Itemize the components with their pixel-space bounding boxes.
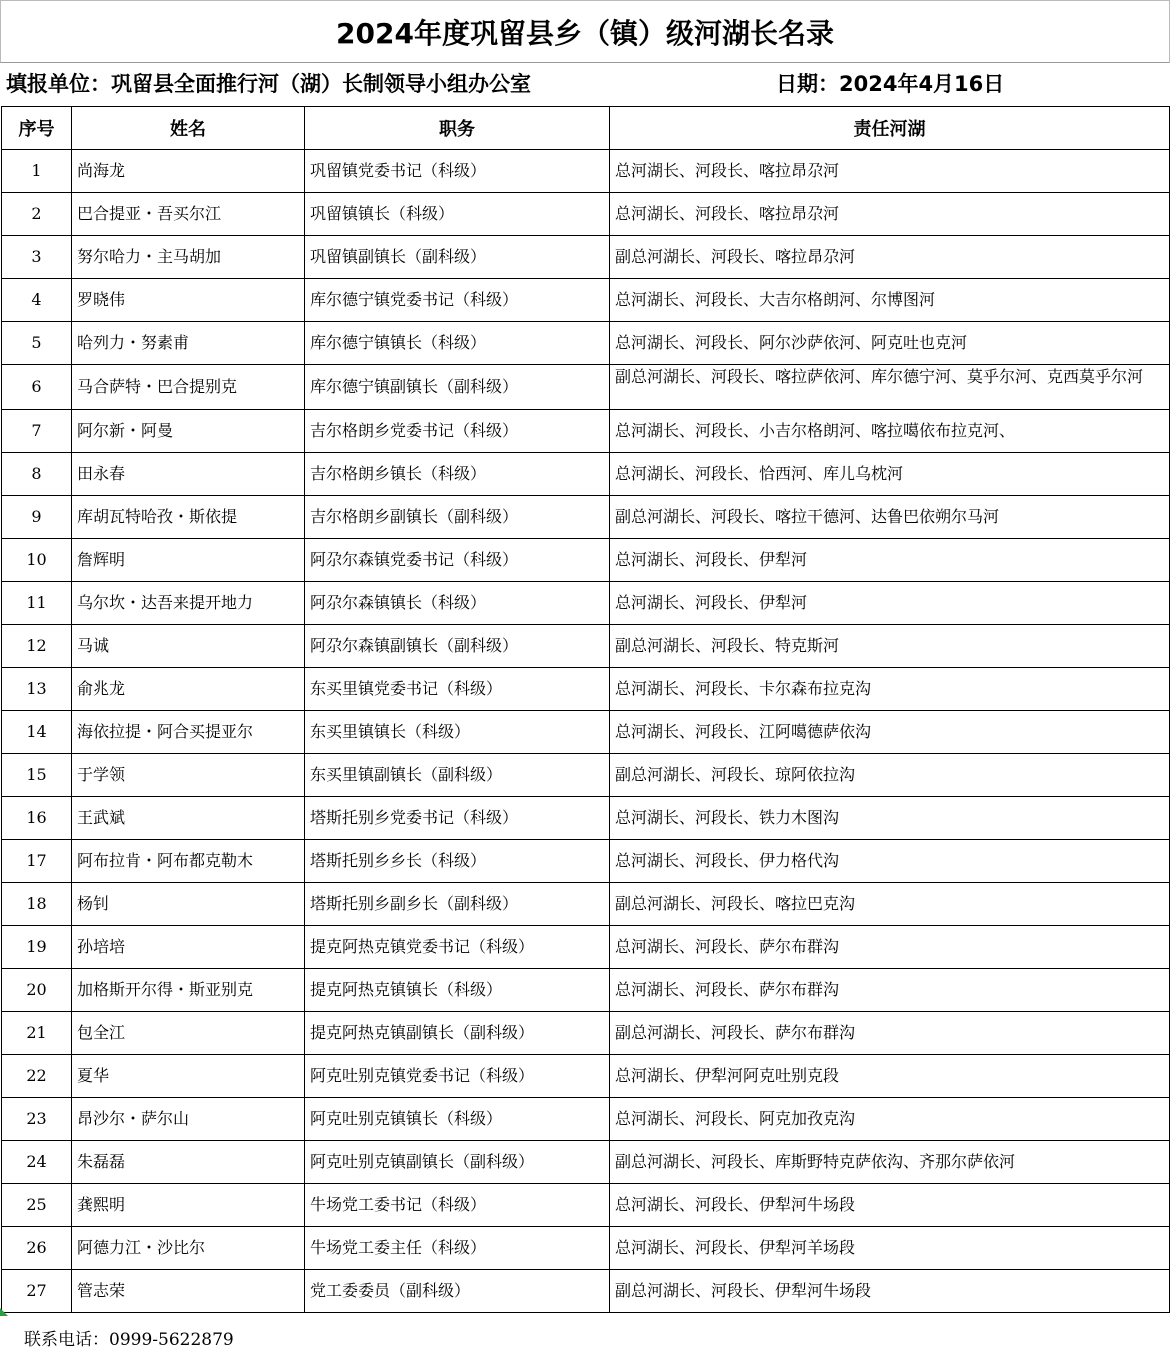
cell-name: 罗晓伟 <box>72 279 305 322</box>
cell-rivers: 总河湖长、河段长、大吉尔格朗河、尔博图河 <box>610 279 1170 322</box>
cell-name: 杨钊 <box>72 883 305 926</box>
cell-index: 27 <box>2 1270 72 1313</box>
cell-name: 阿德力江・沙比尔 <box>72 1227 305 1270</box>
cell-rivers: 副总河湖长、河段长、琼阿依拉沟 <box>610 754 1170 797</box>
table-row <box>2 1270 1170 1313</box>
cell-rivers: 总河湖长、河段长、铁力木图沟 <box>610 797 1170 840</box>
cell-index: 20 <box>2 969 72 1012</box>
cell-position: 阿尕尔森镇副镇长（副科级） <box>305 625 610 668</box>
cell-name: 海依拉提・阿合买提亚尔 <box>72 711 305 754</box>
table-row <box>2 236 1170 279</box>
table-row <box>2 1184 1170 1227</box>
cell-name: 阿尔新・阿曼 <box>72 410 305 453</box>
table-row <box>2 150 1170 193</box>
table-row <box>2 453 1170 496</box>
cell-rivers: 总河湖长、河段长、江阿噶德萨依沟 <box>610 711 1170 754</box>
cell-rivers: 总河湖长、河段长、阿克加孜克沟 <box>610 1098 1170 1141</box>
cell-rivers: 总河湖长、河段长、伊犁河 <box>610 539 1170 582</box>
cell-index: 16 <box>2 797 72 840</box>
table-row <box>2 582 1170 625</box>
cell-index: 6 <box>2 365 72 410</box>
cell-position: 库尔德宁镇镇长（科级） <box>305 322 610 365</box>
cell-index: 5 <box>2 322 72 365</box>
cell-index: 9 <box>2 496 72 539</box>
cell-index: 24 <box>2 1141 72 1184</box>
cell-position: 阿尕尔森镇镇长（科级） <box>305 582 610 625</box>
cell-name: 库胡瓦特哈孜・斯依提 <box>72 496 305 539</box>
cell-position: 吉尔格朗乡副镇长（副科级） <box>305 496 610 539</box>
cell-rivers: 总河湖长、河段长、卡尔森布拉克沟 <box>610 668 1170 711</box>
cell-name: 俞兆龙 <box>72 668 305 711</box>
cell-rivers: 总河湖长、河段长、伊力格代沟 <box>610 840 1170 883</box>
cell-rivers: 副总河湖长、河段长、喀拉萨依河、库尔德宁河、莫乎尔河、克西莫乎尔河 <box>610 365 1170 410</box>
cell-index: 13 <box>2 668 72 711</box>
reporting-unit: 填报单位：巩留县全面推行河（湖）长制领导小组办公室 <box>6 72 531 96</box>
cell-name: 管志荣 <box>72 1270 305 1313</box>
cell-position: 巩留镇党委书记（科级） <box>305 150 610 193</box>
cell-index: 11 <box>2 582 72 625</box>
cell-position: 塔斯托别乡乡长（科级） <box>305 840 610 883</box>
cell-position: 东买里镇副镇长（副科级） <box>305 754 610 797</box>
cell-name: 阿布拉肯・阿布都克勒木 <box>72 840 305 883</box>
cell-name: 朱磊磊 <box>72 1141 305 1184</box>
cell-index: 2 <box>2 193 72 236</box>
cell-index: 19 <box>2 926 72 969</box>
table-row <box>2 410 1170 453</box>
cell-index: 10 <box>2 539 72 582</box>
cell-rivers: 副总河湖长、河段长、喀拉巴克沟 <box>610 883 1170 926</box>
cell-position: 库尔德宁镇副镇长（副科级） <box>305 365 610 410</box>
table-row <box>2 193 1170 236</box>
cell-position: 牛场党工委主任（科级） <box>305 1227 610 1270</box>
cell-position: 提克阿热克镇镇长（科级） <box>305 969 610 1012</box>
column-header-index: 序号 <box>2 107 72 150</box>
table-row <box>2 1055 1170 1098</box>
cell-index: 21 <box>2 1012 72 1055</box>
cell-name: 于学领 <box>72 754 305 797</box>
cell-index: 22 <box>2 1055 72 1098</box>
table-row <box>2 840 1170 883</box>
cell-rivers: 总河湖长、河段长、伊犁河羊场段 <box>610 1227 1170 1270</box>
table-row <box>2 365 1170 410</box>
cell-rivers: 副总河湖长、河段长、喀拉昂尕河 <box>610 236 1170 279</box>
cell-position: 牛场党工委书记（科级） <box>305 1184 610 1227</box>
cell-position: 吉尔格朗乡党委书记（科级） <box>305 410 610 453</box>
cell-rivers: 总河湖长、河段长、伊犁河牛场段 <box>610 1184 1170 1227</box>
cell-position: 阿尕尔森镇党委书记（科级） <box>305 539 610 582</box>
table-row <box>2 926 1170 969</box>
cell-index: 3 <box>2 236 72 279</box>
cell-index: 12 <box>2 625 72 668</box>
table-row <box>2 1012 1170 1055</box>
cell-position: 阿克吐别克镇党委书记（科级） <box>305 1055 610 1098</box>
column-header-rivers: 责任河湖 <box>610 107 1170 150</box>
column-header-position: 职务 <box>305 107 610 150</box>
cell-rivers: 总河湖长、河段长、喀拉昂尕河 <box>610 150 1170 193</box>
table-row <box>2 279 1170 322</box>
cell-name: 尚海龙 <box>72 150 305 193</box>
cell-name: 包全江 <box>72 1012 305 1055</box>
table-row <box>2 1141 1170 1184</box>
cell-index: 15 <box>2 754 72 797</box>
contact-phone: 联系电话：0999-5622879 <box>24 1330 234 1350</box>
cell-name: 哈列力・努素甫 <box>72 322 305 365</box>
directory-table <box>1 106 1170 1313</box>
cell-index: 8 <box>2 453 72 496</box>
cell-name: 巴合提亚・吾买尔江 <box>72 193 305 236</box>
cell-rivers: 总河湖长、河段长、恰西河、库儿乌枕河 <box>610 453 1170 496</box>
sheet-corner-marker <box>0 1308 8 1316</box>
cell-rivers: 副总河湖长、河段长、萨尔布群沟 <box>610 1012 1170 1055</box>
table-body <box>2 150 1170 1313</box>
cell-name: 夏华 <box>72 1055 305 1098</box>
cell-name: 昂沙尔・萨尔山 <box>72 1098 305 1141</box>
cell-position: 党工委委员（副科级） <box>305 1270 610 1313</box>
cell-index: 25 <box>2 1184 72 1227</box>
table-row <box>2 1098 1170 1141</box>
cell-rivers: 副总河湖长、河段长、库斯野特克萨依沟、齐那尔萨依河 <box>610 1141 1170 1184</box>
report-date: 日期：2024年4月16日 <box>776 72 1005 96</box>
cell-position: 提克阿热克镇党委书记（科级） <box>305 926 610 969</box>
cell-position: 东买里镇镇长（科级） <box>305 711 610 754</box>
table-row <box>2 322 1170 365</box>
cell-index: 7 <box>2 410 72 453</box>
cell-name: 加格斯开尔得・斯亚别克 <box>72 969 305 1012</box>
cell-rivers: 总河湖长、河段长、萨尔布群沟 <box>610 926 1170 969</box>
cell-index: 23 <box>2 1098 72 1141</box>
cell-index: 4 <box>2 279 72 322</box>
cell-rivers: 副总河湖长、河段长、喀拉干德河、达鲁巴依朔尔马河 <box>610 496 1170 539</box>
table-row <box>2 625 1170 668</box>
cell-name: 龚熙明 <box>72 1184 305 1227</box>
cell-index: 1 <box>2 150 72 193</box>
cell-rivers: 副总河湖长、河段长、伊犁河牛场段 <box>610 1270 1170 1313</box>
cell-name: 詹辉明 <box>72 539 305 582</box>
cell-name: 田永春 <box>72 453 305 496</box>
cell-position: 库尔德宁镇党委书记（科级） <box>305 279 610 322</box>
cell-position: 东买里镇党委书记（科级） <box>305 668 610 711</box>
cell-position: 阿克吐别克镇副镇长（副科级） <box>305 1141 610 1184</box>
table-header-row <box>2 107 1170 150</box>
table-row <box>2 711 1170 754</box>
cell-rivers: 副总河湖长、河段长、特克斯河 <box>610 625 1170 668</box>
table-row <box>2 1227 1170 1270</box>
table-row <box>2 754 1170 797</box>
cell-name: 孙培培 <box>72 926 305 969</box>
cell-name: 乌尔坎・达吾来提开地力 <box>72 582 305 625</box>
cell-index: 17 <box>2 840 72 883</box>
cell-name: 马合萨特・巴合提别克 <box>72 365 305 410</box>
page-title: 2024年度巩留县乡（镇）级河湖长名录 <box>336 17 834 50</box>
table-row <box>2 883 1170 926</box>
cell-name: 马诚 <box>72 625 305 668</box>
table-row <box>2 969 1170 1012</box>
cell-name: 努尔哈力・主马胡加 <box>72 236 305 279</box>
cell-rivers: 总河湖长、河段长、小吉尔格朗河、喀拉噶依布拉克河、 <box>610 410 1170 453</box>
column-header-name: 姓名 <box>72 107 305 150</box>
cell-rivers: 总河湖长、河段长、萨尔布群沟 <box>610 969 1170 1012</box>
cell-name: 王武斌 <box>72 797 305 840</box>
cell-index: 26 <box>2 1227 72 1270</box>
cell-rivers: 总河湖长、河段长、阿尔沙萨依河、阿克吐也克河 <box>610 322 1170 365</box>
table-row <box>2 496 1170 539</box>
cell-rivers: 总河湖长、河段长、伊犁河 <box>610 582 1170 625</box>
cell-rivers: 总河湖长、河段长、喀拉昂尕河 <box>610 193 1170 236</box>
table-row <box>2 797 1170 840</box>
cell-index: 14 <box>2 711 72 754</box>
cell-index: 18 <box>2 883 72 926</box>
cell-position: 巩留镇副镇长（副科级） <box>305 236 610 279</box>
cell-position: 塔斯托别乡副乡长（副科级） <box>305 883 610 926</box>
table-row <box>2 668 1170 711</box>
cell-position: 提克阿热克镇副镇长（副科级） <box>305 1012 610 1055</box>
cell-position: 阿克吐别克镇镇长（科级） <box>305 1098 610 1141</box>
info-row <box>0 62 1170 106</box>
cell-position: 吉尔格朗乡镇长（科级） <box>305 453 610 496</box>
cell-position: 塔斯托别乡党委书记（科级） <box>305 797 610 840</box>
cell-position: 巩留镇镇长（科级） <box>305 193 610 236</box>
table-row <box>2 539 1170 582</box>
cell-rivers: 总河湖长、伊犁河阿克吐别克段 <box>610 1055 1170 1098</box>
